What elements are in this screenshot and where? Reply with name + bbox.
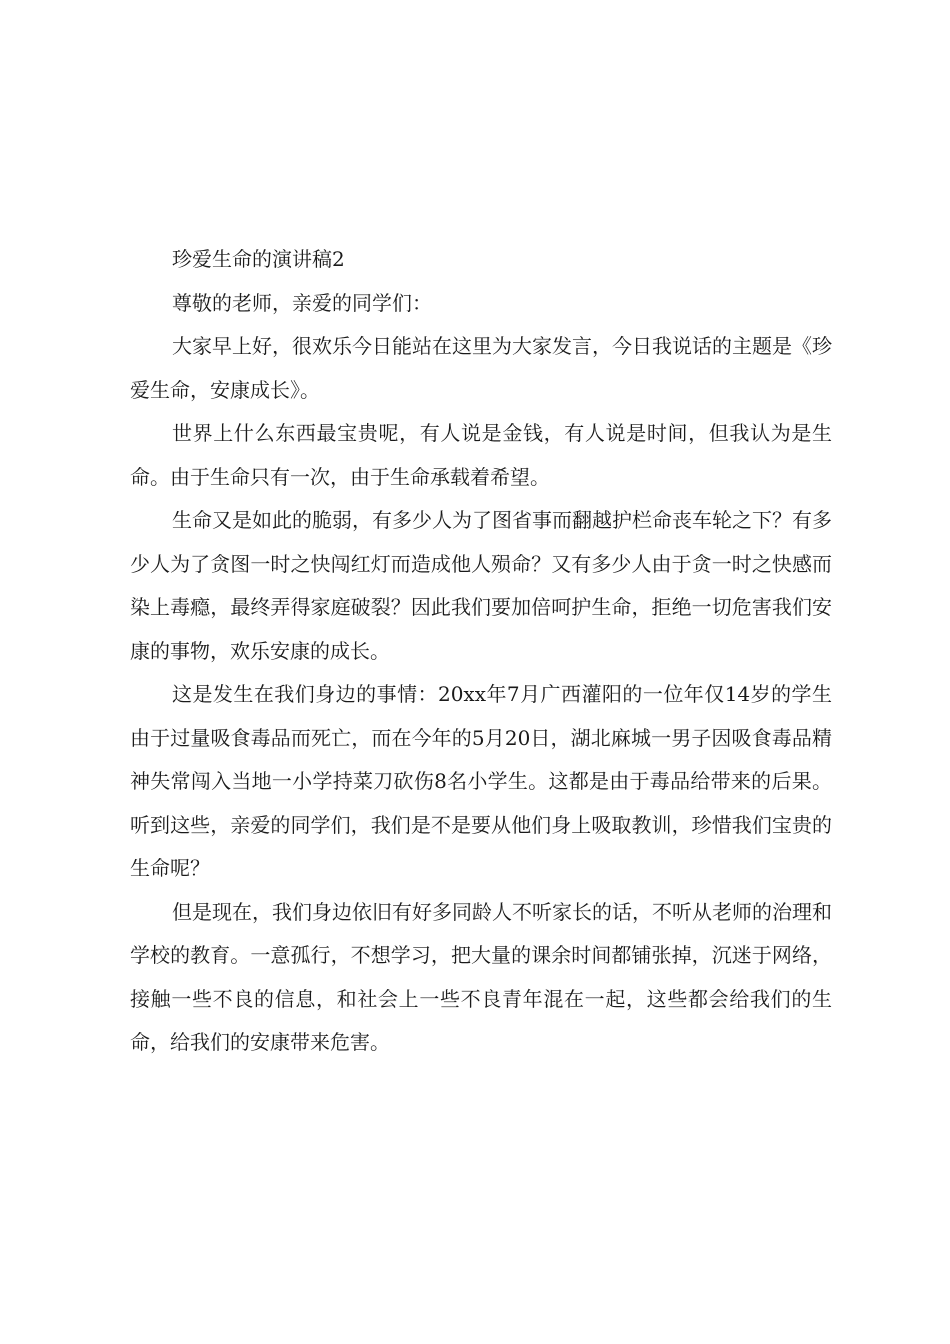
paragraph-greeting: 大家早上好，很欢乐今日能站在这里为大家发言，今日我说话的主题是《珍爱生命，安康成长》。 [130,334,832,402]
document-body [130,238,832,1065]
paragraph-drug-cases: 这是发生在我们身边的事情：20xx年7月广西灌阳的一位年仅14岁的学生由于过量吸食毒品而死亡，而在今年的5月20日，湖北麻城一男子因吸食毒品精神失常闯入当地一小学持菜刀砍伤8名小学生。这都是由于毒品给带来的后果。听到这些，亲爱的同学们，我们是不是要从他们身上吸取教训，珍惜我们宝贵的生命呢？ [130,682,832,880]
paragraph-fragile-life: 生命又是如此的脆弱，有多少人为了图省事而翻越护栏命丧车轮之下？有多少人为了贪图一时之快闯红灯而造成他人殒命？又有多少人由于贪一时之快感而染上毒瘾，最终弄得家庭破裂？因此我们要加倍呵护生命，拒绝一切危害我们安康的事物，欢乐安康的成长。 [130,508,832,663]
speech-title: 珍爱生命的演讲稿2 [172,247,345,271]
paragraph-most-precious: 世界上什么东西最宝贵呢，有人说是金钱，有人说是时间，但我认为是生命。由于生命只有一次，由于生命承载着希望。 [130,421,832,489]
salutation: 尊敬的老师，亲爱的同学们： [172,290,432,315]
paragraph-peers-warning: 但是现在，我们身边依旧有好多同龄人不听家长的话，不听从老师的治理和学校的教育。一意孤行，不想学习，把大量的课余时间都铺张掉，沉迷于网络，接触一些不良的信息，和社会上一些不良青年混在一起，这些都会给我们的生命，给我们的安康带来危害。 [130,899,832,1054]
